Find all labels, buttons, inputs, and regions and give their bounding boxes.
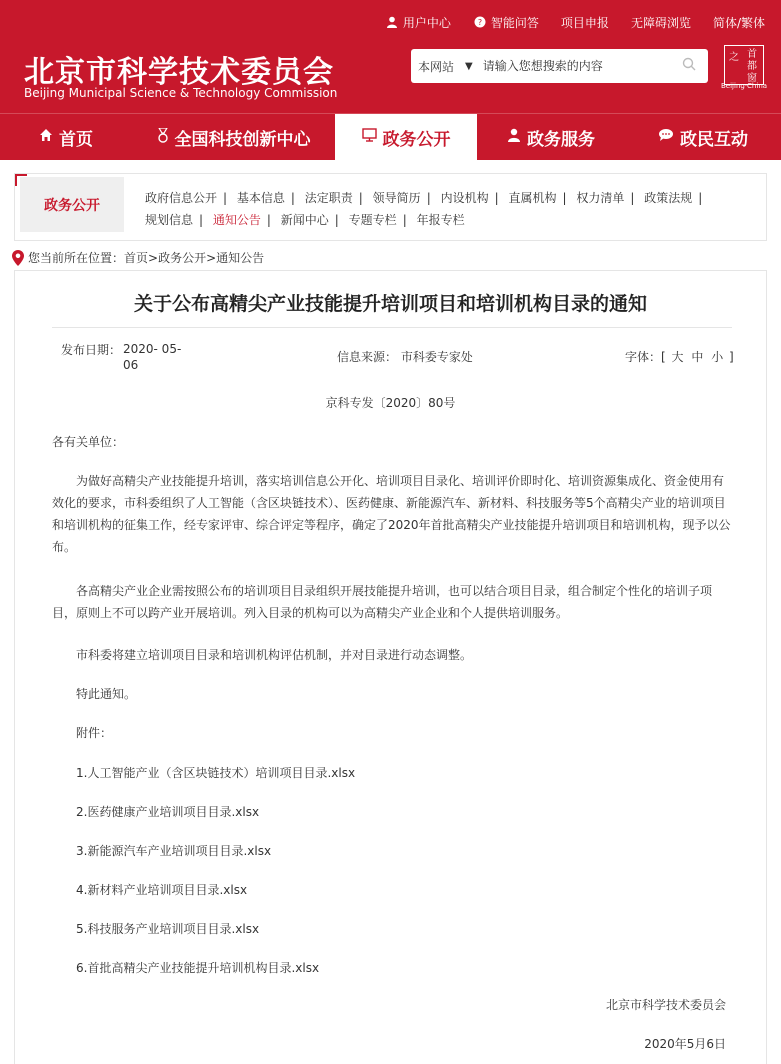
- font-size-small[interactable]: 小: [711, 350, 724, 364]
- subnav-section-title: 政务公开: [20, 177, 124, 232]
- attachment-link[interactable]: 6.首批高精尖产业技能提升培训机构目录.xlsx: [76, 961, 320, 975]
- smart-qa-link[interactable]: [473, 14, 539, 31]
- nav-gov-affairs-label: 政务公开: [382, 129, 451, 150]
- font-size-medium[interactable]: 中: [691, 350, 704, 364]
- monitor-icon: [362, 128, 377, 146]
- document-number: 京科专发〔2020〕80号: [325, 396, 456, 410]
- nav-gov-affairs[interactable]: [335, 114, 477, 160]
- qa-icon: [473, 16, 487, 30]
- nav-interaction[interactable]: [625, 114, 781, 160]
- subnav-link-news[interactable]: 新闻中心: [280, 213, 329, 227]
- user-center-label: 用户中心: [402, 16, 451, 30]
- badge-chars: 首都窗: [747, 49, 757, 84]
- dropdown-arrow-icon[interactable]: ▼: [465, 60, 473, 72]
- language-switch-link[interactable]: 简体/繁体: [712, 16, 765, 30]
- subnav-link-affiliated-orgs[interactable]: 直属机构: [508, 191, 557, 205]
- attachment-link[interactable]: 1.人工智能产业（含区块链技术）培训项目目录.xlsx: [76, 766, 356, 780]
- attachment-link[interactable]: 4.新材料产业培训项目目录.xlsx: [76, 883, 248, 897]
- publish-date-value: 2020- 05- 06: [123, 342, 182, 372]
- search-bar: [411, 49, 708, 83]
- person-icon: [507, 128, 521, 146]
- publish-date-label: 发布日期：: [61, 343, 122, 357]
- utility-nav: [363, 14, 765, 31]
- subnav-link-leaders[interactable]: 领导简历: [372, 191, 421, 205]
- badge-char: 之: [729, 52, 739, 63]
- breadcrumb-separator: >: [148, 250, 159, 265]
- font-size-large[interactable]: 大: [671, 350, 684, 364]
- paragraph: 特此通知。: [76, 687, 137, 701]
- subnav-link-notices[interactable]: 通知公告: [212, 213, 261, 227]
- font-size-control: [625, 348, 734, 365]
- site-logo-title[interactable]: 北京市科学技术委员会: [24, 55, 334, 90]
- breadcrumb-gov-affairs[interactable]: 政务公开: [158, 251, 207, 265]
- paragraph: 市科委将建立培训项目目录和培训机构评估机制，并对目录进行动态调整。: [76, 648, 473, 662]
- location-pin-icon: [12, 250, 24, 266]
- subnav-link-annual-reports[interactable]: 年报专栏: [416, 213, 465, 227]
- nav-innovation-label: 全国科技创新中心: [174, 129, 311, 150]
- attachment-link[interactable]: 5.科技服务产业培训项目目录.xlsx: [76, 922, 260, 936]
- site-logo-subtitle: Beijing Municipal Science & Technology Commission: [24, 86, 338, 100]
- font-size-bracket: ]: [729, 350, 734, 364]
- user-center-link[interactable]: [385, 14, 451, 31]
- breadcrumb-prefix: 您当前所在位置：: [28, 251, 125, 265]
- subnav-link-basic-info[interactable]: 基本信息: [236, 191, 285, 205]
- search-input[interactable]: [483, 59, 673, 73]
- attachment-link[interactable]: 3.新能源汽车产业培训项目目录.xlsx: [76, 844, 272, 858]
- user-icon: [385, 16, 399, 30]
- medal-icon: [157, 128, 169, 147]
- font-size-label: 字体：[: [625, 350, 666, 364]
- site-header: [0, 0, 781, 160]
- signature-date: 2020年5月6日: [644, 1037, 726, 1051]
- chat-icon: [658, 128, 674, 146]
- smart-qa-label: 智能问答: [490, 16, 539, 30]
- nav-gov-services[interactable]: [477, 114, 625, 160]
- nav-home-label: 首页: [59, 129, 93, 150]
- breadcrumb: [12, 249, 264, 266]
- main-nav: [0, 113, 781, 160]
- subnav-links: 政府信息公开 | 基本信息 | 法定职责 | 领导简历 | 内设机构 | 直属机构 | 权力清单 | 政策法规 | 规划信息 | 通知公告 | 新闻中心 | 专题专栏 | 年报专栏: [145, 191, 703, 227]
- badge-subtitle: Beijing·China: [721, 82, 768, 90]
- search-scope-select[interactable]: 本网站: [418, 59, 455, 74]
- subnav-link-planning[interactable]: 规划信息: [145, 213, 194, 227]
- subnav-link-internal-orgs[interactable]: 内设机构: [440, 191, 489, 205]
- nav-gov-services-label: 政务服务: [527, 129, 595, 150]
- attachments-label: 附件：: [76, 726, 113, 740]
- paragraph: 各高精尖产业企业需按照公布的培训项目目录组织开展技能提升培训，也可以结合项目目录，组合制定个性化的培训子项目，原则上不可以跨产业开展培训。列入目录的机构可以为高精尖产业企业和个人提供培训服务。: [52, 584, 713, 620]
- svg-text:?: ?: [477, 17, 483, 27]
- signature-org: 北京市科学技术委员会: [605, 998, 726, 1012]
- title-divider: [52, 327, 732, 328]
- article-container: [14, 270, 767, 1064]
- nav-home[interactable]: [0, 114, 132, 160]
- breadcrumb-home[interactable]: 首页: [124, 251, 149, 265]
- info-source: 信息来源： 市科委专家处: [337, 350, 473, 364]
- breadcrumb-separator: >: [206, 250, 217, 265]
- subnav-link-power-list[interactable]: 权力清单: [576, 191, 625, 205]
- attachment-link[interactable]: 2.医药健康产业培训项目目录.xlsx: [76, 805, 260, 819]
- nav-interaction-label: 政民互动: [680, 129, 748, 150]
- search-icon[interactable]: [682, 57, 698, 73]
- subnav-link-policies[interactable]: 政策法规: [644, 191, 693, 205]
- breadcrumb-notices[interactable]: 通知公告: [216, 251, 265, 265]
- article-title: 关于公布高精尖产业技能提升培训项目和培训机构目录的通知: [133, 293, 647, 315]
- subnav-link-gov-info[interactable]: 政府信息公开: [145, 191, 218, 205]
- subnav-link-duties[interactable]: 法定职责: [304, 191, 353, 205]
- sub-nav-panel: [14, 173, 767, 241]
- subnav-link-topics[interactable]: 专题专栏: [348, 213, 397, 227]
- project-apply-link[interactable]: 项目申报: [560, 16, 609, 30]
- paragraph: 为做好高精尖产业技能提升培训，落实培训信息公开化、培训项目目录化、培训评价即时化、培训资源集成化、资金使用有效化的要求，市科委组织了人工智能（含区块链技术）、医药健康、新能源汽车、新材料、科技服务等5个高精尖产业的培训项目和培训机构的征集工作，经专家评审、综合评定等程序，确定了2020年首批高精尖产业技能提升培训项目和培训机构，现予以公布。: [52, 474, 731, 554]
- nav-innovation-center[interactable]: [132, 114, 335, 160]
- accessibility-link[interactable]: 无障碍浏览: [630, 16, 691, 30]
- capital-window-logo[interactable]: [724, 45, 764, 85]
- salutation: 各有关单位：: [52, 435, 125, 449]
- home-icon: [39, 128, 53, 146]
